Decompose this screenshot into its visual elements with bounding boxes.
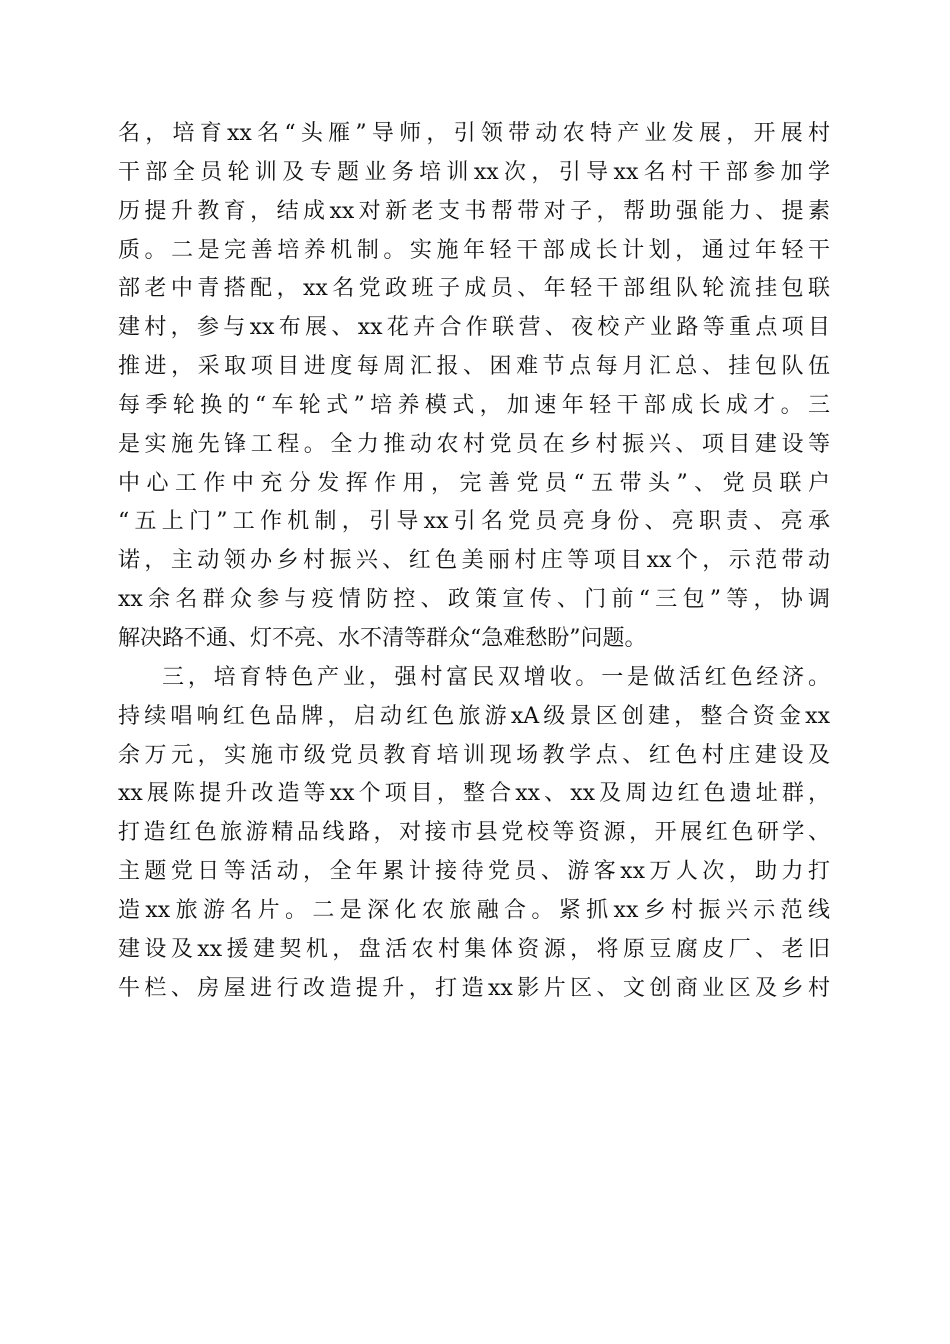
paragraph-end-line: 解决路不通、灯不亮、水不清等群众“急难愁盼”问题。 xyxy=(118,625,647,651)
text-line: 建村，参与xx布展、xx花卉合作联营、夜校产业路等重点项目 xyxy=(118,315,830,341)
text-line: 是实施先锋工程。全力推动农村党员在乡村振兴、项目建设等 xyxy=(118,431,830,457)
text-line: 干部全员轮训及专题业务培训xx次，引导xx名村干部参加学 xyxy=(118,159,830,185)
text-line: 诺，主动领办乡村振兴、红色美丽村庄等项目xx个，示范带动 xyxy=(118,548,830,574)
text-line: 主题党日等活动，全年累计接待党员、游客xx万人次，助力打 xyxy=(118,859,830,885)
body-text xyxy=(118,115,830,1008)
text-line: 质。二是完善培养机制。实施年轻干部成长计划，通过年轻干 xyxy=(118,237,830,263)
text-line: 中心工作中充分发挥作用，完善党员“五带头”、党员联户 xyxy=(118,470,830,496)
text-line: “五上门”工作机制，引导xx引名党员亮身份、亮职责、亮承 xyxy=(118,509,830,535)
section-heading-line: 三，培育特色产业，强村富民双增收。一是做活红色经济。 xyxy=(162,664,830,690)
text-line: 余万元，实施市级党员教育培训现场教学点、红色村庄建设及 xyxy=(118,742,830,768)
text-line: 部老中青搭配，xx名党政班子成员、年轻干部组队轮流挂包联 xyxy=(118,276,830,302)
text-line: 持续唱响红色品牌，启动红色旅游xA级景区创建，整合资金xx xyxy=(118,703,830,729)
text-line: 造xx旅游名片。二是深化农旅融合。紧抓xx乡村振兴示范线 xyxy=(118,897,830,923)
text-line: 每季轮换的“车轮式”培养模式，加速年轻干部成长成才。三 xyxy=(118,392,830,418)
text-line: 推进，采取项目进度每周汇报、困难节点每月汇总、挂包队伍 xyxy=(118,354,830,380)
text-line: xx展陈提升改造等xx个项目，整合xx、xx及周边红色遗址群， xyxy=(118,781,830,807)
text-line: xx余名群众参与疫情防控、政策宣传、门前“三包”等，协调 xyxy=(118,587,830,613)
text-line: 打造红色旅游精品线路，对接市县党校等资源，开展红色研学、 xyxy=(118,820,830,846)
text-line: 建设及xx援建契机，盘活农村集体资源，将原豆腐皮厂、老旧 xyxy=(118,936,830,962)
text-line: 牛栏、房屋进行改造提升，打造xx影片区、文创商业区及乡村 xyxy=(118,975,830,1001)
text-line: 名，培育xx名“头雁”导师，引领带动农特产业发展，开展村 xyxy=(118,121,830,146)
text-line: 历提升教育，结成xx对新老支书帮带对子，帮助强能力、提素 xyxy=(118,198,830,224)
